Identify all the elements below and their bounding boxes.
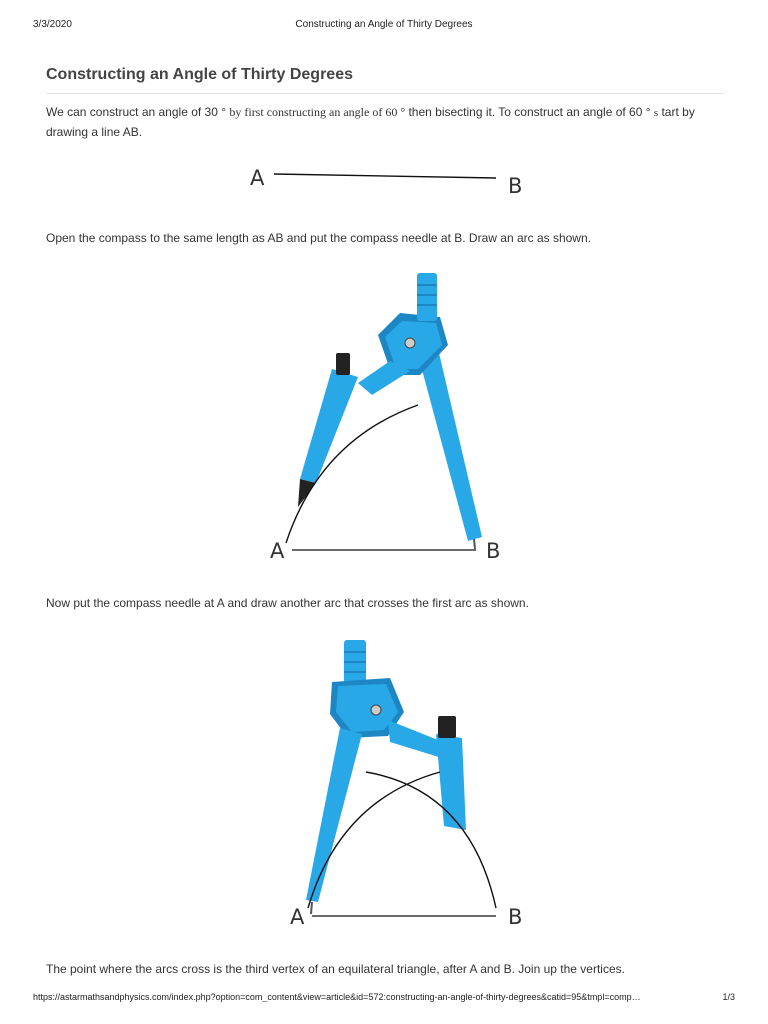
point-b-label: B [508, 905, 523, 929]
source-url: https://astarmathsandphysics.com/index.php?option=com_content&view=article&id=572:constructing-an-angle-of-thirty-degrees&catid=95&tmpl=comp… [33, 992, 641, 1002]
compass-lead-screw [438, 716, 456, 738]
point-b-label: B [508, 174, 523, 198]
compass-screw [405, 338, 415, 348]
compass-needle-tip [311, 902, 312, 914]
article-heading: Constructing an Angle of Thirty Degrees [46, 66, 353, 83]
step2-paragraph: Open the compass to the same length as AB and put the compass needle at B. Draw an arc as shown. [46, 231, 591, 245]
intro-text-3: then bisecting it. To construct an angle of 60 ° [405, 105, 654, 119]
figure-compass-arc-b [260, 265, 520, 570]
page-number: 1/3 [722, 992, 735, 1002]
line-ab [274, 174, 496, 178]
figure-line-ab [240, 160, 540, 205]
heading-divider [46, 93, 724, 94]
print-date: 3/3/2020 [33, 19, 72, 30]
arc-from-b [366, 772, 496, 908]
compass-lead-screw [336, 353, 350, 375]
intro-text-4: s [653, 107, 659, 119]
figure-compass-arc-a [240, 630, 540, 935]
point-a-label: A [290, 905, 305, 929]
intro-text-1: We can construct an angle of 30 ° [46, 105, 230, 119]
compass-left-leg [306, 728, 362, 902]
point-a-label: A [250, 166, 265, 190]
intro-text-2: by first constructing an angle of 60 ° [229, 105, 406, 119]
point-a-label: A [270, 539, 285, 563]
compass-pencil-tip [298, 479, 316, 507]
compass-handle [417, 273, 437, 321]
step4-paragraph: The point where the arcs cross is the third vertex of an equilateral triangle, after A and B. Join up the vertices. [46, 962, 625, 976]
step3-paragraph: Now put the compass needle at A and draw another arc that crosses the first arc as shown. [46, 596, 529, 610]
print-title: Constructing an Angle of Thirty Degrees [295, 19, 473, 30]
point-b-label: B [486, 539, 501, 563]
compass-needle-tip [474, 539, 475, 549]
compass-arm [388, 720, 442, 758]
intro-text-5: tart by drawing a line AB. [46, 105, 695, 139]
compass-screw [371, 705, 381, 715]
intro-paragraph [46, 103, 718, 142]
compass-left-leg [300, 369, 358, 483]
